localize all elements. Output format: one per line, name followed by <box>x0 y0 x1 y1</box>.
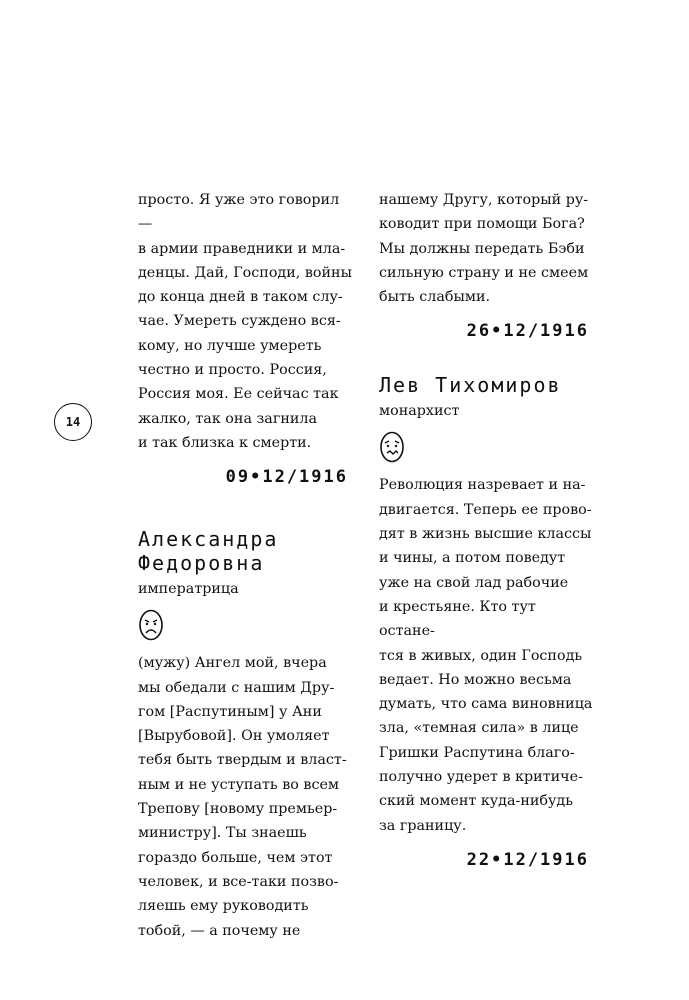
worried-face-mask-icon <box>379 431 405 463</box>
right-date-1: 26•12/1916 <box>466 321 589 342</box>
left-text-continued: просто. Я уже это говорил — в армии праведники и мла- денцы. Дай, Господи, войны до конца дней в таком слу- чае. Умереть суждено вся- кому, но лучше умереть честно и просто. Россия, Россия моя. Ее сейчас так жалко, так она загнила и так близка к смерти. <box>138 192 352 451</box>
tikhomirov-text: Революция назревает и на- двигается. Теперь ее прово- дят в жизнь высшие классы и чины, а потом поведут уже на свой лад рабочие и крестьяне. Кто тут остане- тся в живых, один Господь ведает. Но можно весьма думать, что сама виновница зла, «темная сила» в лице Гришки Распутина благо- получно удерет в критиче- ский момент куда-нибудь за границу. <box>379 477 593 834</box>
right-text-continued: нашему Другу, который ру- ководит при помощи Бога? Мы должны передать Бэби сильную страну и не смеем быть слабыми. <box>379 192 589 306</box>
page-number: 14 <box>65 415 81 429</box>
alexandra-text: (мужу) Ангел мой, вчера мы обедали с нашим Дру- гом [Распутиным] у Ани [Вырубовой]. Он умоляет тебя быть твердым и власт- ным и не уступать во всем Трепову [новому премьер- министру]. Ты знаешь гораздо больше, чем этот человек, и все-таки позво- ляешь ему руководить тобой, — а почему не <box>138 655 347 939</box>
right-date-2: 22•12/1916 <box>466 849 589 870</box>
sad-face-mask-icon <box>138 609 164 641</box>
author-role-tikhomirov: монархист <box>379 403 460 420</box>
author-name-alexandra: Александра Федоровна <box>138 527 279 576</box>
page-number-badge <box>54 403 92 441</box>
author-role-alexandra: императрица <box>138 581 239 598</box>
author-name-tikhomirov: Лев Тихомиров <box>379 373 562 398</box>
right-column <box>379 188 594 870</box>
left-date: 09•12/1916 <box>225 467 348 488</box>
left-column <box>138 188 353 943</box>
